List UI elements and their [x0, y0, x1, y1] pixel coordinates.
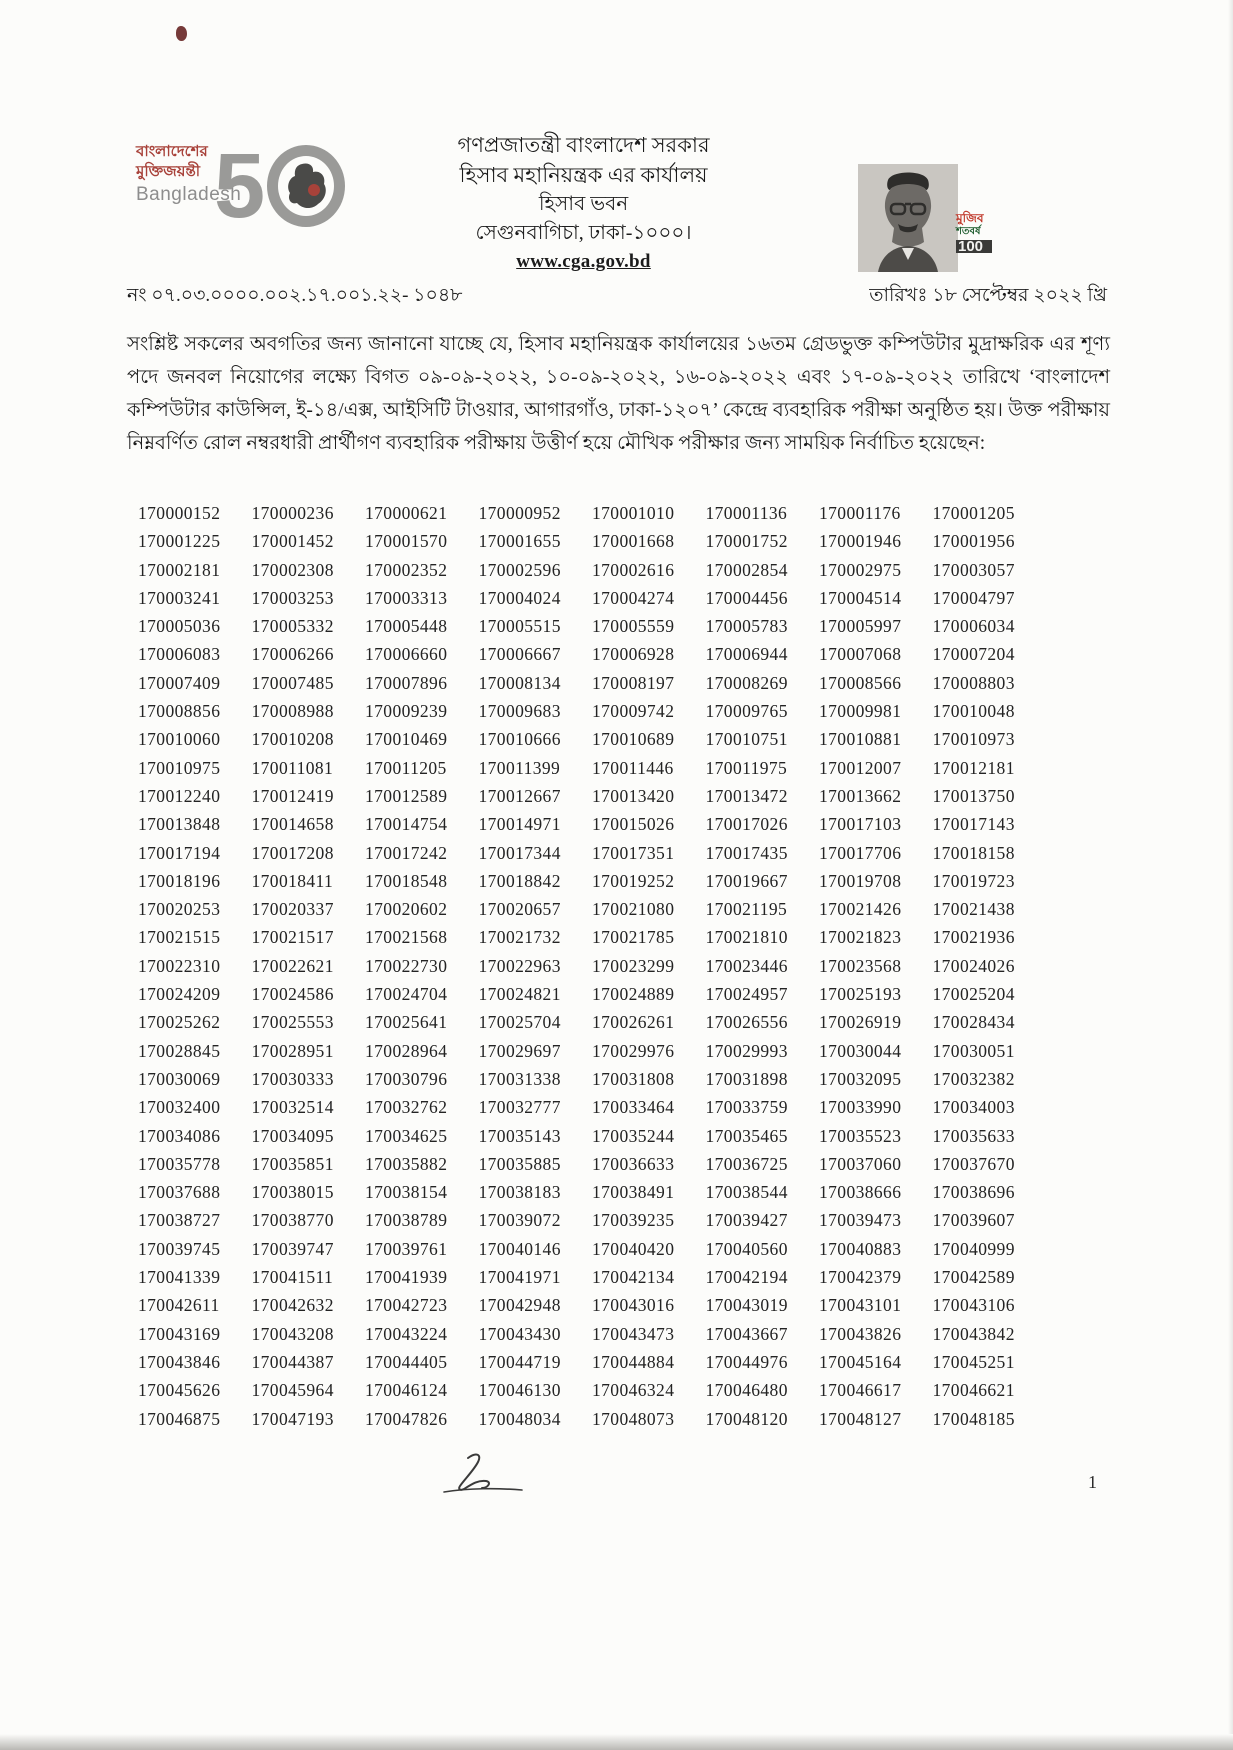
roll-number: 170004514	[819, 587, 902, 608]
roll-number: 170034086	[138, 1125, 221, 1146]
roll-number: 170019723	[932, 870, 1015, 891]
roll-number: 170010973	[932, 729, 1015, 750]
letterhead-govt-line: গণপ্রজাতন্ত্রী বাংলাদেশ সরকার	[457, 133, 710, 157]
roll-number: 170003253	[251, 587, 334, 608]
roll-number: 170004274	[592, 587, 675, 608]
roll-number: 170008566	[819, 672, 902, 693]
roll-number: 170011975	[705, 757, 788, 778]
roll-number: 170009683	[478, 701, 561, 722]
roll-number: 170018548	[365, 870, 448, 891]
roll-number: 170009765	[705, 701, 788, 722]
roll-number: 170013472	[705, 785, 788, 806]
roll-number: 170045164	[819, 1351, 902, 1372]
roll-number: 170001452	[251, 531, 334, 552]
roll-number: 170001205	[932, 503, 1015, 523]
page-number: 1	[1088, 1472, 1097, 1492]
roll-number: 170043106	[932, 1295, 1015, 1316]
roll-number: 170006667	[478, 644, 561, 665]
roll-number: 170034095	[251, 1125, 334, 1146]
mujib-portrait-image	[858, 164, 958, 272]
roll-number: 170044719	[478, 1351, 561, 1372]
roll-number: 170020337	[251, 899, 334, 920]
roll-number: 170033990	[819, 1097, 902, 1118]
roll-number: 170003313	[365, 587, 448, 608]
roll-number: 170041939	[365, 1267, 448, 1288]
roll-number: 170024889	[592, 984, 675, 1005]
roll-number: 170024957	[705, 984, 788, 1005]
roll-number: 170042723	[365, 1295, 448, 1316]
roll-number: 170026919	[819, 1012, 902, 1033]
roll-number: 170042611	[138, 1295, 220, 1316]
roll-number: 170039607	[932, 1210, 1015, 1231]
roll-number: 170023568	[819, 955, 902, 976]
roll-number: 170030796	[365, 1068, 448, 1089]
roll-number: 170008134	[478, 672, 561, 693]
roll-number: 170035244	[592, 1125, 675, 1146]
roll-number: 170048120	[705, 1408, 788, 1429]
roll-number: 170001655	[478, 531, 561, 552]
roll-number: 170004456	[705, 587, 788, 608]
mujib-portrait-icon	[858, 164, 958, 272]
roll-number: 170031898	[705, 1068, 788, 1089]
roll-number: 170025193	[819, 984, 902, 1005]
roll-number: 170044405	[365, 1351, 448, 1372]
roll-number: 170011399	[478, 757, 561, 778]
roll-number: 170009981	[819, 701, 902, 722]
roll-number: 170012589	[365, 785, 448, 806]
roll-number: 170035778	[138, 1153, 221, 1174]
website-link[interactable]: www.cga.gov.bd	[516, 251, 651, 272]
roll-number: 170038183	[478, 1182, 561, 1203]
roll-number: 170045251	[932, 1351, 1015, 1372]
roll-number: 170017143	[932, 814, 1015, 835]
roll-number: 170001570	[365, 531, 448, 552]
mujib-logo-number: 100	[956, 240, 992, 253]
roll-number: 170021810	[705, 927, 788, 948]
roll-number: 170038770	[251, 1210, 334, 1231]
roll-number: 170025553	[251, 1012, 334, 1033]
roll-number: 170001176	[819, 503, 901, 523]
roll-number: 170025204	[932, 984, 1015, 1005]
roll-number: 170032514	[251, 1097, 334, 1118]
roll-number: 170032400	[138, 1097, 221, 1118]
roll-number: 170039745	[138, 1238, 221, 1259]
roll-number: 170010048	[932, 701, 1015, 722]
roll-number: 170021823	[819, 927, 902, 948]
roll-number: 170048127	[819, 1408, 902, 1429]
roll-number: 170011446	[592, 757, 674, 778]
mujib-100-logo-text	[956, 212, 992, 253]
roll-number: 170043667	[705, 1323, 788, 1344]
roll-number: 170023446	[705, 955, 788, 976]
roll-number: 170017208	[251, 842, 334, 863]
roll-number: 170005036	[138, 616, 221, 637]
roll-number: 170043473	[592, 1323, 675, 1344]
roll-number: 170025641	[365, 1012, 448, 1033]
roll-number: 170021438	[932, 899, 1015, 920]
roll-number: 170001752	[705, 531, 788, 552]
roll-number: 170010751	[705, 729, 788, 750]
roll-number: 170035633	[932, 1125, 1015, 1146]
roll-number: 170024821	[478, 984, 561, 1005]
roll-number: 170043846	[138, 1351, 221, 1372]
roll-number: 170009742	[592, 701, 675, 722]
roll-number: 170004797	[932, 587, 1015, 608]
roll-number: 170035523	[819, 1125, 902, 1146]
roll-number: 170008803	[932, 672, 1015, 693]
roll-number: 170021195	[705, 899, 788, 920]
roll-number: 170036725	[705, 1153, 788, 1174]
roll-number: 170035885	[478, 1153, 561, 1174]
roll-number: 170039072	[478, 1210, 561, 1231]
roll-number: 170010208	[251, 729, 334, 750]
roll-number: 170026556	[705, 1012, 788, 1033]
roll-number: 170002975	[819, 559, 902, 580]
roll-number: 170043430	[478, 1323, 561, 1344]
roll-number: 170005997	[819, 616, 902, 637]
roll-number: 170032762	[365, 1097, 448, 1118]
roll-number: 170024026	[932, 955, 1015, 976]
roll-number: 170017103	[819, 814, 902, 835]
roll-number: 170014658	[251, 814, 334, 835]
roll-number: 170001136	[705, 503, 788, 523]
roll-number: 170017194	[138, 842, 221, 863]
roll-number: 170002181	[138, 559, 221, 580]
roll-number: 170034625	[365, 1125, 448, 1146]
roll-number: 170015026	[592, 814, 675, 835]
signature-icon	[438, 1450, 528, 1500]
letterhead-address-line: সেগুনবাগিচা, ঢাকা-১০০০।	[475, 222, 692, 244]
roll-number: 170033464	[592, 1097, 675, 1118]
roll-number: 170004024	[478, 587, 561, 608]
roll-number: 170006083	[138, 644, 221, 665]
roll-number: 170031808	[592, 1068, 675, 1089]
roll-number: 170006660	[365, 644, 448, 665]
roll-number: 170044884	[592, 1351, 675, 1372]
roll-number: 170039427	[705, 1210, 788, 1231]
roll-number: 170025704	[478, 1012, 561, 1033]
roll-number: 170048073	[592, 1408, 675, 1429]
mujib-100-logo	[858, 164, 990, 272]
roll-number: 170020602	[365, 899, 448, 920]
roll-number: 170017344	[478, 842, 561, 863]
roll-number: 170010689	[592, 729, 675, 750]
roll-number: 170019708	[819, 870, 902, 891]
roll-number: 170029993	[705, 1040, 788, 1061]
roll-number: 170030333	[251, 1068, 334, 1089]
roll-number: 170012181	[932, 757, 1015, 778]
roll-number: 170046124	[365, 1380, 448, 1401]
roll-number: 170000621	[365, 503, 448, 523]
roll-number: 170008197	[592, 672, 675, 693]
roll-number: 170001668	[592, 531, 675, 552]
roll-number: 170021517	[251, 927, 334, 948]
mujib-logo-line1: মুজিব	[956, 211, 984, 225]
scan-edge-shadow-bottom	[0, 1734, 1233, 1750]
roll-number: 170011205	[365, 757, 447, 778]
roll-number: 170046324	[592, 1380, 675, 1401]
roll-number: 170028434	[932, 1012, 1015, 1033]
roll-number: 170010666	[478, 729, 561, 750]
memo-date: তারিখঃ ১৮ সেপ্টেম্বর ২০২২ খ্রি	[869, 285, 1107, 306]
roll-number: 170040560	[705, 1238, 788, 1259]
roll-number: 170040420	[592, 1238, 675, 1259]
roll-number: 170030069	[138, 1068, 221, 1089]
roll-number: 170032777	[478, 1097, 561, 1118]
roll-number: 170041971	[478, 1267, 561, 1288]
roll-number: 170012419	[251, 785, 334, 806]
roll-number: 170021080	[592, 899, 675, 920]
roll-number: 170038544	[705, 1182, 788, 1203]
roll-number: 170047826	[365, 1408, 448, 1429]
roll-number: 170013420	[592, 785, 675, 806]
roll-number: 170005332	[251, 616, 334, 637]
roll-number: 170001956	[932, 531, 1015, 552]
roll-number: 170018411	[251, 870, 334, 891]
roll-number: 170007485	[251, 672, 334, 693]
roll-number: 170012007	[819, 757, 902, 778]
roll-number: 170018196	[138, 870, 221, 891]
roll-number: 170020253	[138, 899, 221, 920]
roll-number: 170048185	[932, 1408, 1015, 1429]
roll-number: 170020657	[478, 899, 561, 920]
roll-number: 170045964	[251, 1380, 334, 1401]
roll-number: 170013662	[819, 785, 902, 806]
signature-mark	[438, 1450, 528, 1505]
letterhead	[0, 130, 1200, 273]
roll-number: 170001010	[592, 503, 675, 523]
roll-number: 170043224	[365, 1323, 448, 1344]
roll-number: 170001225	[138, 531, 221, 552]
memo-number: নং ০৭.০৩.০০০০.০০২.১৭.০০১.২২- ১০৪৮	[127, 285, 463, 306]
roll-number: 170024586	[251, 984, 334, 1005]
roll-number: 170042632	[251, 1295, 334, 1316]
roll-number: 170043208	[251, 1323, 334, 1344]
roll-number: 170022730	[365, 955, 448, 976]
logo-left-line2: মুক্তিজয়ন্তী	[136, 163, 201, 180]
roll-number: 170042194	[705, 1267, 788, 1288]
roll-number: 170040999	[932, 1238, 1015, 1259]
logo-left-line3: Bangladesh	[136, 184, 242, 205]
roll-number: 170024704	[365, 984, 448, 1005]
roll-number: 170043169	[138, 1323, 221, 1344]
roll-number: 170007204	[932, 644, 1015, 665]
roll-number: 170003241	[138, 587, 221, 608]
roll-number: 170031338	[478, 1068, 561, 1089]
roll-number: 170000236	[251, 503, 334, 523]
roll-number: 170033759	[705, 1097, 788, 1118]
roll-number: 170047193	[251, 1408, 334, 1429]
roll-number-grid	[138, 503, 1046, 1437]
roll-number: 170017242	[365, 842, 448, 863]
letterhead-office-line: হিসাব মহানিয়ন্ত্রক এর কার্যালয়	[459, 163, 708, 187]
roll-number: 170043842	[932, 1323, 1015, 1344]
notice-paragraph: সংশ্লিষ্ট সকলের অবগতির জন্য জানানো যাচ্ছে যে, হিসাব মহানিয়ন্ত্রক কার্যালয়ের ১৬তম গ্রেডভুক্ত কম্পিউটার মুদ্রাক্ষরিক এর শূণ্য পদে জনবল নিয়োগের লক্ষ্যে বিগত ০৯-০৯-২০২২, ১০-০৯-২০২২, ১৬-০৯-২০২২ এবং ১৭-০৯-২০২২ তারিখে ‘বাংলাদেশ কম্পিউটার কাউন্সিল, ই-১৪/এক্স, আইসিটি টাওয়ার, আগারগাঁও, ঢাকা-১২০৭’ কেন্দ্রে ব্যবহারিক পরীক্ষা অনুষ্ঠিত হয়। উক্ত পরীক্ষায় নিম্নবর্ণিত রোল নম্বরধারী প্রার্থীগণ ব্যবহারিক পরীক্ষায় উত্তীর্ণ হয়ে মৌখিক পরীক্ষার জন্য সাময়িক নির্বাচিত হয়েছেন:	[127, 334, 1110, 454]
roll-number: 170008988	[251, 701, 334, 722]
roll-number: 170019667	[705, 870, 788, 891]
roll-number: 170007409	[138, 672, 221, 693]
roll-number: 170007068	[819, 644, 902, 665]
roll-number: 170038154	[365, 1182, 448, 1203]
roll-number: 170013750	[932, 785, 1015, 806]
roll-number: 170008856	[138, 701, 221, 722]
roll-number: 170009239	[365, 701, 448, 722]
roll-number: 170010469	[365, 729, 448, 750]
roll-number: 170001946	[819, 531, 902, 552]
roll-number: 170023299	[592, 955, 675, 976]
roll-number: 170035143	[478, 1125, 561, 1146]
roll-number: 170039473	[819, 1210, 902, 1231]
roll-number: 170038727	[138, 1210, 221, 1231]
mujib-logo-line2: শতবর্ষ	[956, 226, 981, 237]
roll-number: 170008269	[705, 672, 788, 693]
scan-edge-shadow-right	[1228, 0, 1233, 1750]
roll-number: 170013848	[138, 814, 221, 835]
roll-number: 170042134	[592, 1267, 675, 1288]
roll-number: 170002352	[365, 559, 448, 580]
roll-number: 170017706	[819, 842, 902, 863]
roll-number: 170010060	[138, 729, 221, 750]
roll-number: 170043019	[705, 1295, 788, 1316]
roll-number: 170046617	[819, 1380, 902, 1401]
roll-number: 170045626	[138, 1380, 221, 1401]
roll-number: 170017351	[592, 842, 675, 863]
roll-number: 170044387	[251, 1351, 334, 1372]
logo-50-digit-5: 5	[214, 135, 266, 237]
roll-number: 170042948	[478, 1295, 561, 1316]
roll-number: 170021515	[138, 927, 221, 948]
roll-number: 170002854	[705, 559, 788, 580]
roll-number: 170038666	[819, 1182, 902, 1203]
roll-number: 170007896	[365, 672, 448, 693]
roll-number: 170029697	[478, 1040, 561, 1061]
roll-number: 170018158	[932, 842, 1015, 863]
roll-number: 170021568	[365, 927, 448, 948]
roll-number: 170012667	[478, 785, 561, 806]
roll-number: 170000952	[478, 503, 561, 523]
roll-number: 170037060	[819, 1153, 902, 1174]
roll-number: 170039761	[365, 1238, 448, 1259]
roll-number: 170042379	[819, 1267, 902, 1288]
roll-number: 170010975	[138, 757, 221, 778]
roll-number: 170021732	[478, 927, 561, 948]
roll-number: 170010881	[819, 729, 902, 750]
roll-number: 170011081	[251, 757, 334, 778]
roll-number: 170012240	[138, 785, 221, 806]
roll-number: 170026261	[592, 1012, 675, 1033]
roll-number: 170044976	[705, 1351, 788, 1372]
roll-number: 170005559	[592, 616, 675, 637]
roll-number: 170032382	[932, 1068, 1015, 1089]
roll-number: 170038491	[592, 1182, 675, 1203]
roll-number: 170005448	[365, 616, 448, 637]
roll-number: 170037688	[138, 1182, 221, 1203]
letterhead-building-line: হিসাব ভবন	[538, 193, 629, 215]
roll-number: 170014971	[478, 814, 561, 835]
roll-number: 170041511	[251, 1267, 334, 1288]
roll-number: 170038015	[251, 1182, 334, 1203]
roll-number: 170024209	[138, 984, 221, 1005]
roll-number: 170040883	[819, 1238, 902, 1259]
roll-number: 170039747	[251, 1238, 334, 1259]
roll-number: 170035882	[365, 1153, 448, 1174]
roll-number: 170002596	[478, 559, 561, 580]
roll-number: 170048034	[478, 1408, 561, 1429]
roll-number: 170006034	[932, 616, 1015, 637]
roll-number: 170005515	[478, 616, 561, 637]
roll-number: 170025262	[138, 1012, 221, 1033]
roll-number: 170006266	[251, 644, 334, 665]
roll-number: 170043016	[592, 1295, 675, 1316]
roll-number: 170037670	[932, 1153, 1015, 1174]
roll-number: 170046875	[138, 1408, 221, 1429]
roll-number: 170035465	[705, 1125, 788, 1146]
roll-number: 170043826	[819, 1323, 902, 1344]
roll-number: 170032095	[819, 1068, 902, 1089]
logo-left-line1: বাংলাদেশের	[136, 143, 208, 160]
roll-number: 170022310	[138, 955, 221, 976]
roll-number: 170021785	[592, 927, 675, 948]
roll-number: 170046480	[705, 1380, 788, 1401]
roll-number: 170038696	[932, 1182, 1015, 1203]
roll-number: 170043101	[819, 1295, 902, 1316]
roll-number: 170019252	[592, 870, 675, 891]
roll-number: 170046621	[932, 1380, 1015, 1401]
roll-number: 170000152	[138, 503, 221, 523]
reference-row	[127, 281, 1107, 313]
roll-number: 170036633	[592, 1153, 675, 1174]
roll-number: 170039235	[592, 1210, 675, 1231]
roll-number: 170006944	[705, 644, 788, 665]
roll-number: 170014754	[365, 814, 448, 835]
roll-number: 170035851	[251, 1153, 334, 1174]
roll-number: 170021936	[932, 927, 1015, 948]
roll-number: 170041339	[138, 1267, 221, 1288]
roll-number: 170034003	[932, 1097, 1015, 1118]
roll-number: 170018842	[478, 870, 561, 891]
roll-number: 170017435	[705, 842, 788, 863]
roll-number: 170006928	[592, 644, 675, 665]
roll-number: 170021426	[819, 899, 902, 920]
roll-number: 170028964	[365, 1040, 448, 1061]
roll-number: 170017026	[705, 814, 788, 835]
roll-number: 170038789	[365, 1210, 448, 1231]
scan-artifact-mark	[176, 26, 187, 41]
roll-number: 170022963	[478, 955, 561, 976]
roll-number: 170030051	[932, 1040, 1015, 1061]
roll-number: 170046130	[478, 1380, 561, 1401]
roll-number: 170003057	[932, 559, 1015, 580]
roll-number: 170002308	[251, 559, 334, 580]
roll-number: 170002616	[592, 559, 675, 580]
roll-number: 170030044	[819, 1040, 902, 1061]
roll-number: 170028951	[251, 1040, 334, 1061]
roll-number: 170040146	[478, 1238, 561, 1259]
roll-number: 170042589	[932, 1267, 1015, 1288]
roll-number: 170028845	[138, 1040, 221, 1061]
roll-number: 170029976	[592, 1040, 675, 1061]
roll-number: 170022621	[251, 955, 334, 976]
roll-number: 170005783	[705, 616, 788, 637]
